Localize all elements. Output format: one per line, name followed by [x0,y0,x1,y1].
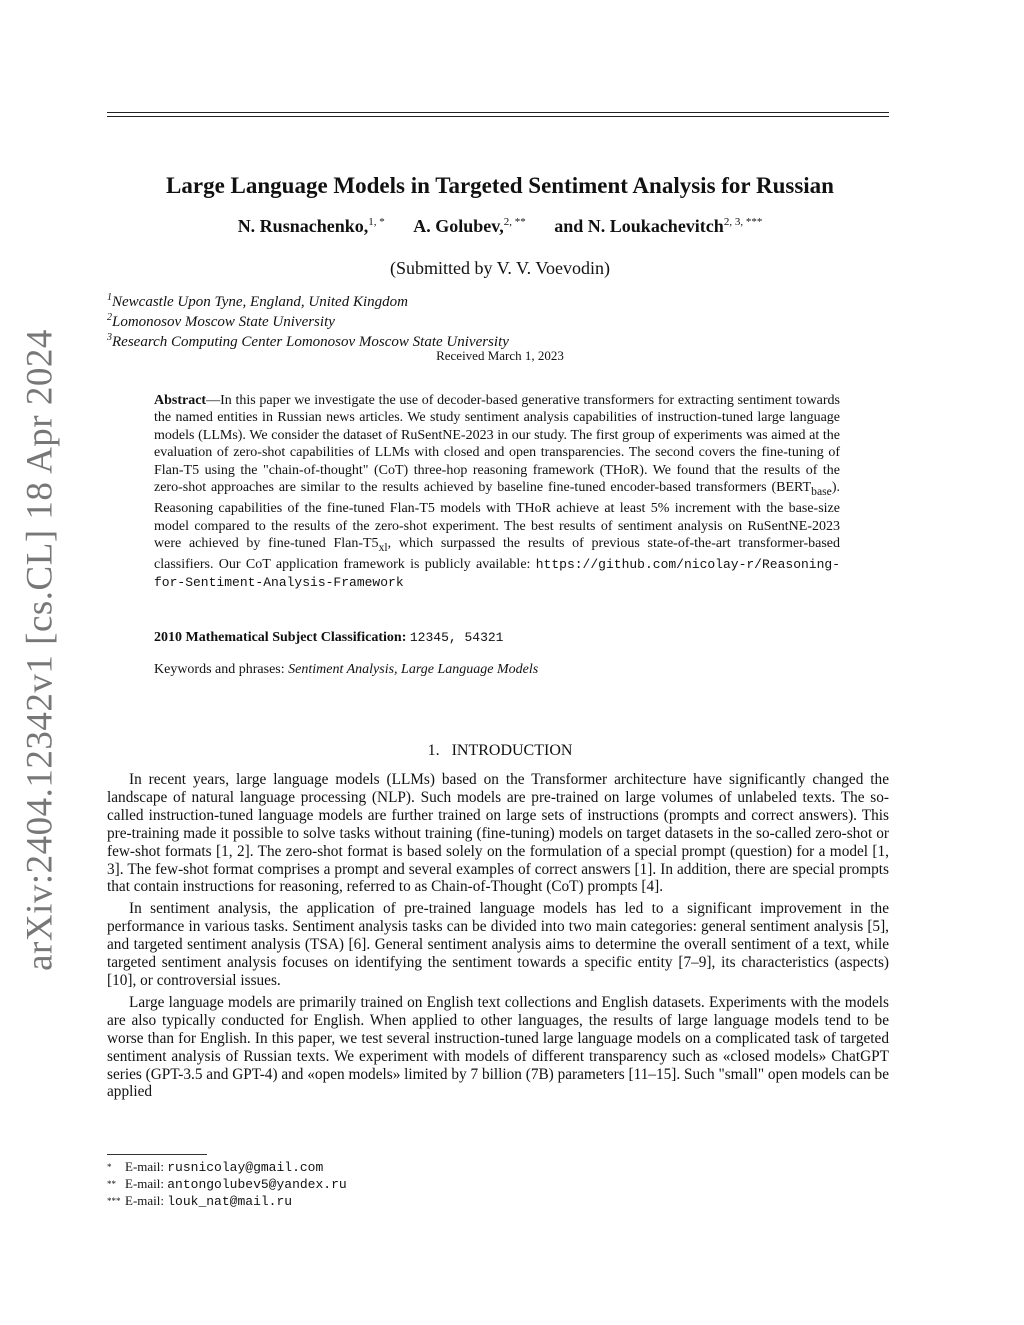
affiliation-num: 2 [107,312,112,323]
abstract-text: —In this paper we investigate the use of decoder-based generative transformers for extracting sentiment towards the named entities in Russian news articles. We study sentiment analysis capabilities of instruction-tuned large language models (LLMs). We consider the dataset of RuSentNE-2023 in our study. The first group of experiments was aimed at the evaluation of zero-shot capabilities of LLMs with closed and open transparencies. The second covers the fine-tuning of Flan-T5 using the "chain-of-thought" (CoT) three-hop reasoning framework (THoR). We found that the results of the zero-shot approaches are similar to the results achieved by baseline fine-tuned encoder-based transformers (BERT [154,393,840,496]
author-2 [413,216,526,236]
abstract-text: ). Reasoning capabilities of the fine-tuned Flan-T5 models with THoR achieve at least 5% increment with the base-size model compared to the results of the zero-shot experiment. The best results of sentiment analysis on RuSentNE-2023 were achieved by fine-tuned Flan-T5 [154,480,840,552]
footnotes [107,1159,347,1210]
affiliation-text: Lomonosov Moscow State University [112,314,335,330]
email-link[interactable]: antongolubev5@yandex.ru [167,1177,347,1192]
abstract-subscript: xl [378,540,388,554]
msc-codes: 12345, 54321 [409,630,504,645]
footnote-mark: ** [107,1179,116,1189]
author-name: A. Golubev, [413,216,504,236]
author-affil-mark: 2, ** [503,216,526,228]
msc-label: 2010 Mathematical Subject Classification: [154,630,407,645]
section-number: 1. [427,742,440,759]
arxiv-id: arXiv:2404.12342v1 [cs.CL] 18 Apr 2024 [19,329,61,971]
framework-link[interactable]: https://github.com/nicolay-r/Reasoning-for-Sentiment-Analysis-Framework [154,557,840,590]
affiliation-text: Research Computing Center Lomonosov Moscow State University [112,334,509,350]
affiliation-text: Newcastle Upon Tyne, England, United Kingdom [112,294,408,310]
footnote-label: E-mail: [125,1159,168,1174]
paragraph: Large language models are primarily trained on English text collections and English datasets. Experiments with the models are also typically conducted for English. When applied to other languages, the results of large language models tend to be worse than for English. In this paper, we test several instruction-tuned large language models on a complicated task of targeted sentiment analysis of Russian texts. We experiment with models of different transparency such as «closed models» ChatGPT series (GPT-3.5 and GPT-4) and «open models» limited by 7 billion (7B) parameters [11–15]. Such "small" open models can be applied [107,993,889,1101]
introduction-body [107,771,889,1105]
author-1 [238,216,385,236]
abstract-subscript: base [811,484,832,498]
footnote-label: E-mail: [125,1193,168,1208]
keywords [154,662,538,678]
author-name: N. Rusnachenko, [237,216,369,236]
received-date: Received March 1, 2023 [436,348,564,363]
footnote-rule [107,1154,207,1155]
email-link[interactable]: rusnicolay@gmail.com [167,1160,324,1175]
top-rule-1 [107,112,889,113]
author-affil-mark: 2, 3, *** [723,216,763,228]
top-rule-2 [107,116,889,117]
affiliation-num: 3 [107,332,112,343]
keywords-label: Keywords and phrases: [154,662,285,677]
email-link[interactable]: louk_nat@mail.ru [167,1194,293,1209]
author-3 [554,216,762,236]
abstract [154,392,840,591]
author-list [0,216,1000,237]
footnote-label: E-mail: [125,1176,168,1191]
paper-title: Large Language Models in Targeted Sentiment Analysis for Russian [166,173,834,198]
abstract-text: , which surpassed the results of previous state-of-the-art transformer-based classifiers. Our CoT application framework is publicly available: [154,536,840,573]
submitted-by: (Submitted by V. V. Voevodin) [389,258,611,278]
author-affil-mark: 1, * [368,216,385,228]
abstract-label: Abstract [154,393,207,408]
footnote-2 [107,1176,347,1193]
section-heading [0,742,1000,760]
section-title: INTRODUCTION [451,742,573,759]
footnote-mark: *** [107,1196,121,1206]
footnote-mark: * [107,1162,112,1172]
msc-classification [154,630,503,646]
paragraph: In sentiment analysis, the application of pre-trained language models has led to a significant improvement in the performance in various tasks. Sentiment analysis tasks can be divided into two main categories: general sentiment analysis [5], and targeted sentiment analysis (TSA) [6]. General sentiment analysis aims to determine the overall sentiment of a text, while targeted sentiment analysis focuses on identifying the sentiment towards a specific entity [7–9], its characteristics (aspects) [10], or controversial issues. [107,900,889,989]
paragraph: In recent years, large language models (LLMs) based on the Transformer architecture have significantly changed the landscape of natural language processing (NLP). Such models are pre-trained on large volumes of unlabeled texts. The so-called instruction-tuned language models are further trained on large sets of instructions (prompts and correct answers). This pre-training made it possible to solve tasks without training (fine-tuning) models on target datasets in the so-called zero-shot or few-shot formats [1, 2]. The zero-shot format is based solely on the formulation of a special prompt (question) for a model [1, 3]. The few-shot format comprises a prompt and several examples of correct answers [1]. In addition, there are special prompts that contain instructions for reasoning, referred to as Chain-of-Thought (CoT) prompts [4]. [107,771,889,896]
affiliation-num: 1 [107,292,112,303]
footnote-3 [107,1193,347,1210]
author-name: and N. Loukachevitch [554,216,724,236]
keywords-value: Sentiment Analysis, Large Language Models [288,662,539,677]
footnote-1 [107,1159,347,1176]
